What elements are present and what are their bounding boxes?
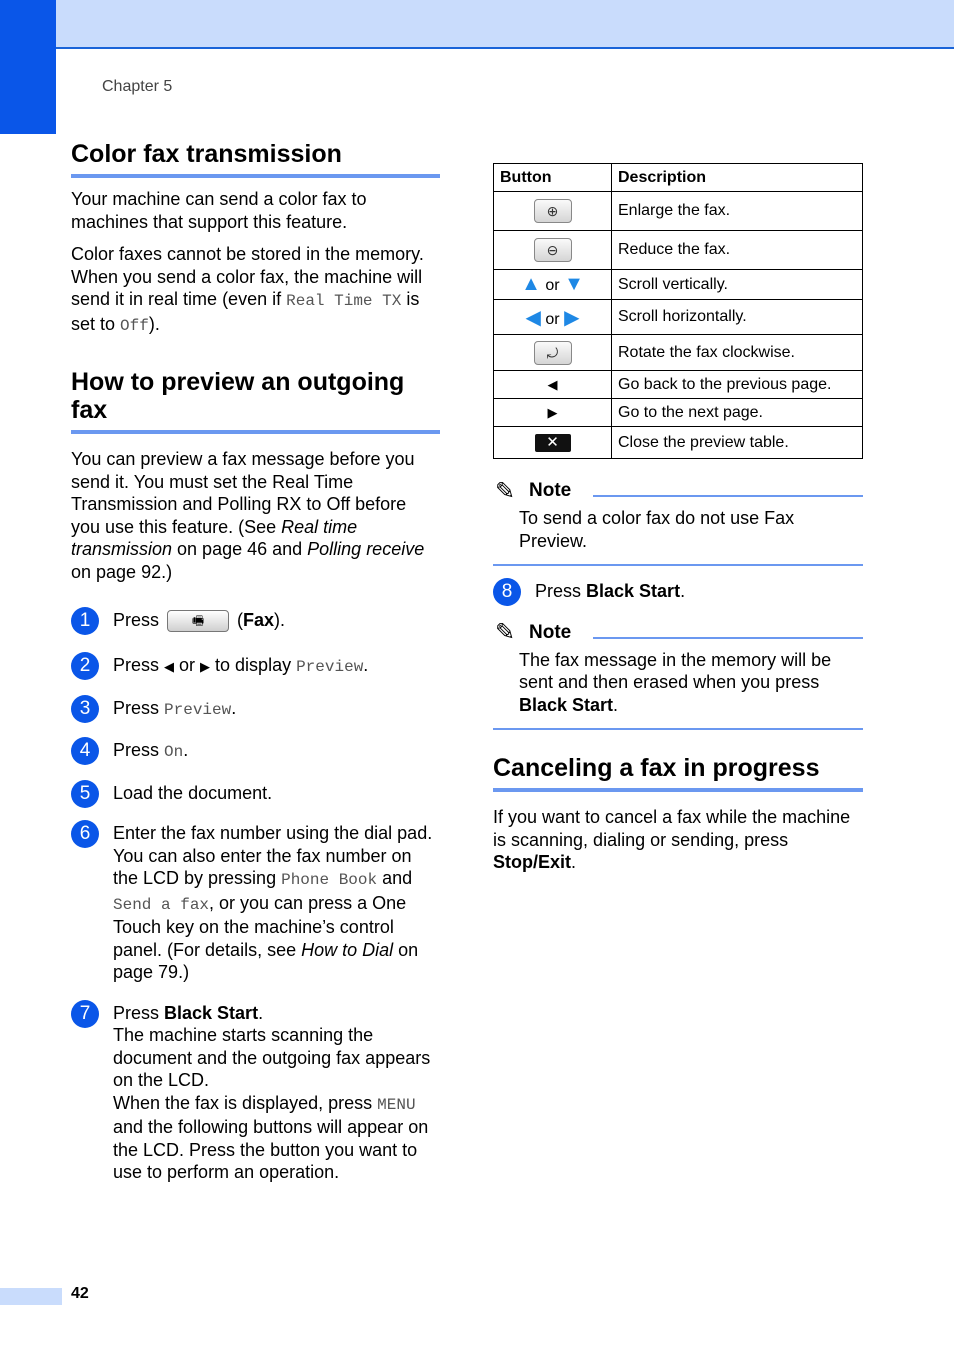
zoom-out-icon: ⊖ xyxy=(534,238,572,262)
table-row: ▶ Go to the next page. xyxy=(494,399,863,427)
preview-para: You can preview a fax message before you send it. You must set the Real Time Transmission and Polling RX to Off before you use this feature. (See Real time transmission on page 46 and Polling receive on page 92.) xyxy=(71,449,425,582)
step-2: 2 Press ◀ or ▶ to display Preview. xyxy=(71,654,440,679)
close-icon: ✕ xyxy=(535,434,571,452)
table-row: ◀ or ▶ Scroll horizontally. xyxy=(494,300,863,335)
table-row: ✕ Close the preview table. xyxy=(494,427,863,459)
step-number: 7 xyxy=(71,1000,99,1028)
note-label: Note xyxy=(529,480,572,501)
table-header-row xyxy=(494,164,863,192)
right-arrow-icon: ▶ xyxy=(564,306,580,329)
step-6: 6 Enter the fax number using the dial pad. You can also enter the fax number on the LCD by pressing Phone Book and Send a fax, or you can press a One Touch key on the machine’s control panel. (For details, see How to Dial on page 79.) xyxy=(71,822,440,984)
table-row: ⤾ Rotate the fax clockwise. xyxy=(494,335,863,371)
note-pencil-icon: ✎ xyxy=(495,477,516,505)
next-page-icon: ▶ xyxy=(547,404,558,420)
step-number: 3 xyxy=(71,695,99,723)
table-row: ▲ or ▼ Scroll vertically. xyxy=(494,270,863,300)
zoom-in-icon: ⊕ xyxy=(534,199,572,223)
step-3: 3 Press Preview. xyxy=(71,697,440,722)
fax-button[interactable] xyxy=(167,610,229,632)
step-8: 8 Press Black Start. xyxy=(493,580,863,603)
color-fax-para-1: Your machine can send a color fax to machines that support this feature. xyxy=(71,189,367,232)
note-color-fax xyxy=(493,475,863,566)
step-number: 8 xyxy=(493,578,521,606)
cancel-para: If you want to cancel a fax while the machine is scanning, dialing or sending, press Stop/Exit. xyxy=(493,807,851,872)
color-fax-heading: Color fax transmission xyxy=(71,140,440,178)
prev-page-icon: ◀ xyxy=(547,376,558,392)
header-band xyxy=(0,0,954,49)
rotate-icon: ⤾ xyxy=(534,341,572,365)
left-arrow-icon: ◀ xyxy=(525,306,541,329)
chapter-label: Chapter 5 xyxy=(102,78,173,95)
color-fax-para-2: Color faxes cannot be stored in the memory. When you send a color fax, the machine will send it in real time (even if Real Time TX is set to Off). xyxy=(71,244,424,335)
page-number: 42 xyxy=(71,1285,89,1302)
up-arrow-icon: ▲ xyxy=(521,273,541,295)
chapter-tab xyxy=(0,0,56,134)
table-row: ◀ Go back to the previous page. xyxy=(494,371,863,399)
note-text: The fax message in the memory will be sent and then erased when you press Black Start. xyxy=(519,649,832,715)
step-number: 5 xyxy=(71,780,99,808)
left-triangle-icon: ◀ xyxy=(164,659,175,675)
note-label: Note xyxy=(529,621,572,643)
step-5: 5 Load the document. xyxy=(71,782,440,805)
right-triangle-icon: ▶ xyxy=(200,659,211,675)
cancel-heading: Canceling a fax in progress xyxy=(493,754,863,792)
footer-band xyxy=(0,1288,62,1305)
step-number: 2 xyxy=(71,652,99,680)
step-4: 4 Press On. xyxy=(71,739,440,764)
left-column xyxy=(71,140,440,1184)
step-number: 4 xyxy=(71,737,99,765)
note-text: To send a color fax do not use Fax Preview. xyxy=(519,508,795,551)
preview-heading: How to preview an outgoing fax xyxy=(71,368,440,434)
down-arrow-icon: ▼ xyxy=(564,273,584,295)
note-pencil-icon: ✎ xyxy=(495,619,516,646)
col-header-button: Button xyxy=(494,164,612,192)
step-number: 1 xyxy=(71,607,99,635)
fax-icon: 🖷 xyxy=(191,613,205,629)
right-column xyxy=(493,163,863,874)
step-7: 7 Press Black Start. The machine starts scanning the document and the outgoing fax appears on the LCD. When the fax is displayed, press MENU and the following buttons will appear on the LCD. Press the button you want to use to perform an operation. xyxy=(71,1002,440,1184)
col-header-description: Description xyxy=(612,164,863,192)
off-code: Off xyxy=(120,316,149,335)
real-time-tx-code: Real Time TX xyxy=(286,292,402,310)
table-row: ⊕ Enlarge the fax. xyxy=(494,192,863,231)
preview-buttons-table xyxy=(493,163,863,459)
step-number: 6 xyxy=(71,820,99,848)
table-row: ⊖ Reduce the fax. xyxy=(494,231,863,270)
step-1: 1 Press 🖷 (Fax). xyxy=(71,609,440,632)
note-memory xyxy=(493,617,863,731)
